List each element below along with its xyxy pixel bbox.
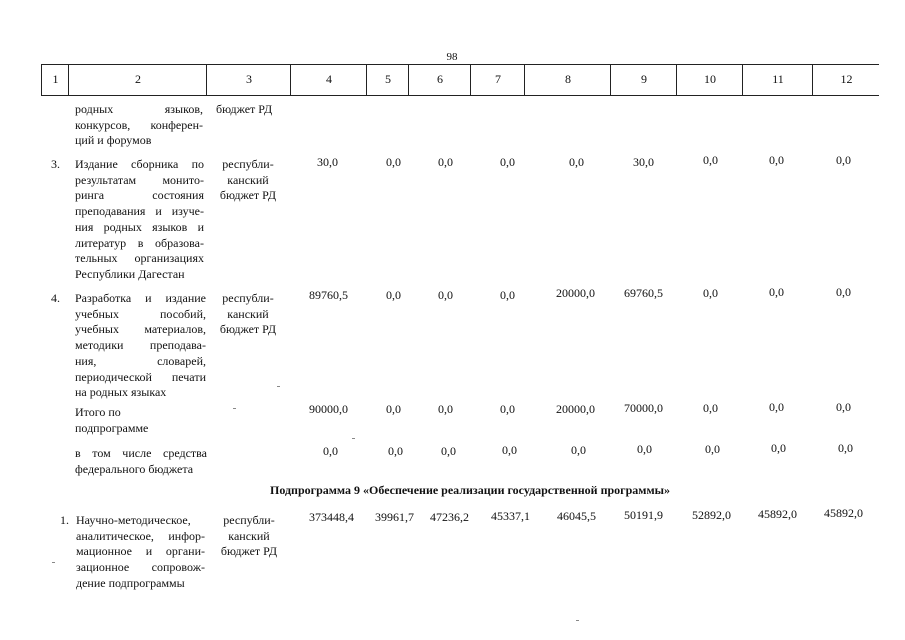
total-name-line: Итого по: [75, 405, 121, 419]
row3-name-line: тельных организациях: [75, 251, 204, 266]
sp9-row1-name-line: дение подпрограммы: [76, 575, 185, 590]
row4-name-line: учебных материалов,: [75, 322, 206, 337]
row3-source-line: канский: [227, 172, 269, 187]
scan-speck: [576, 620, 579, 621]
row4-name-line: на родных языках: [75, 385, 167, 400]
row4-value-col5: 0,0: [386, 288, 401, 302]
row4-name-line: ния, словарей,: [75, 353, 206, 368]
row3-index: 3.: [51, 157, 60, 171]
sp9-row1-name-line: мационное и органи-: [76, 544, 205, 559]
sp9-row1-value-col6: 47236,2: [430, 510, 469, 524]
header-col-2: 2: [68, 65, 207, 95]
sp9-row1-value-col7: 45337,1: [491, 509, 530, 523]
row3-value-col11: 0,0: [769, 153, 784, 167]
row3-value-col8: 0,0: [569, 155, 584, 169]
federal-value-col12: 0,0: [838, 441, 853, 455]
row3-value-col7: 0,0: [500, 155, 515, 169]
row3-value-col6: 0,0: [438, 155, 453, 169]
row4-index: 4.: [51, 291, 60, 305]
row0-name-line: конкурсов, конферен-: [75, 117, 203, 132]
header-col-6: 6: [408, 65, 471, 95]
row4-value-col8: 20000,0: [556, 286, 595, 300]
federal-value-col9: 0,0: [637, 442, 652, 456]
row4-value-col4: 89760,5: [309, 288, 348, 302]
header-col-7: 7: [470, 65, 525, 95]
header-col-1: 1: [41, 65, 69, 95]
header-col-5: 5: [366, 65, 409, 95]
sp9-row1-source-line: бюджет РД: [220, 544, 278, 559]
row0-source: [216, 102, 272, 118]
row4-value-col10: 0,0: [703, 286, 718, 300]
total-value-col9: 70000,0: [624, 401, 663, 415]
row3-name-line: преподавания и изуче-: [75, 204, 204, 219]
row3-name-line: Издание сборника по: [75, 157, 204, 171]
sp9-row1-name-line: зационное сопровож-: [76, 560, 205, 575]
row3-name: [75, 157, 204, 283]
row4-value-col11: 0,0: [769, 285, 784, 299]
sp9-row1-value-col10: 52892,0: [692, 508, 731, 522]
sp9-row1-value-col9: 50191,9: [624, 508, 663, 522]
row0-name-line: родных языков,: [75, 102, 203, 116]
sp9-row1-index: 1.: [60, 513, 69, 527]
row4-name: [75, 291, 206, 401]
total-value-col8: 20000,0: [556, 402, 595, 416]
total-value-col7: 0,0: [500, 402, 515, 416]
row0-source-line: бюджет РД: [216, 102, 273, 116]
row3-value-col12: 0,0: [836, 153, 851, 167]
total-value-col6: 0,0: [438, 402, 453, 416]
row3-source-line: республи-: [222, 157, 274, 171]
row4-value-col7: 0,0: [500, 288, 515, 302]
sp9-row1-value-col12: 45892,0: [824, 506, 863, 520]
row3-value-col5: 0,0: [386, 155, 401, 169]
scan-speck: [233, 408, 236, 409]
total-name: [75, 405, 203, 436]
sp9-row1-name: [76, 513, 205, 592]
row3-source: [216, 157, 280, 204]
scan-speck: [52, 562, 55, 563]
header-col-4: 4: [290, 65, 367, 95]
sp9-row1-value-col8: 46045,5: [557, 509, 596, 523]
row3-value-col10: 0,0: [703, 153, 718, 167]
row3-value-col9: 30,0: [633, 155, 654, 169]
federal-value-col11: 0,0: [771, 441, 786, 455]
sp9-row1-name-line: Научно-методическое,: [76, 513, 191, 527]
federal-value-col5: 0,0: [388, 444, 403, 458]
scan-speck: [352, 438, 355, 439]
row3-source-line: бюджет РД: [219, 188, 277, 203]
header-col-12: 12: [812, 65, 880, 95]
row4-name-line: Разработка и издание: [75, 291, 206, 305]
row3-value-col4: 30,0: [317, 155, 338, 169]
row4-name-line: периодической печати: [75, 369, 206, 384]
total-name-line: подпрограмме: [75, 420, 149, 435]
total-value-col12: 0,0: [836, 400, 851, 414]
federal-value-col4: 0,0: [323, 444, 338, 458]
sp9-row1-source-line: республи-: [223, 513, 275, 527]
row3-name-line: ния родных языков и: [75, 219, 204, 234]
total-value-col11: 0,0: [769, 400, 784, 414]
federal-value-col8: 0,0: [571, 443, 586, 457]
sp9-row1-value-col4: 373448,4: [309, 510, 354, 524]
row4-value-col12: 0,0: [836, 285, 851, 299]
total-value-col4: 90000,0: [309, 402, 348, 416]
federal-value-col10: 0,0: [705, 442, 720, 456]
federal-name-line: в том числе средства: [75, 446, 207, 460]
row4-name-line: учебных пособий,: [75, 306, 206, 321]
federal-value-col7: 0,0: [502, 443, 517, 457]
row3-name-line: литератур в образова-: [75, 235, 204, 250]
row4-value-col9: 69760,5: [624, 286, 663, 300]
total-value-col5: 0,0: [386, 402, 401, 416]
header-col-3: 3: [206, 65, 291, 95]
row3-name-line: Республики Дагестан: [75, 266, 185, 281]
federal-value-col6: 0,0: [441, 444, 456, 458]
header-col-8: 8: [524, 65, 611, 95]
header-col-9: 9: [610, 65, 677, 95]
sp9-row1-source: [217, 513, 281, 560]
row4-source-line: канский: [227, 306, 269, 321]
page-number: 98: [446, 51, 458, 63]
row4-source-line: бюджет РД: [219, 322, 277, 337]
table-header: [41, 64, 879, 96]
header-col-10: 10: [676, 65, 743, 95]
sp9-row1-source-line: канский: [228, 528, 270, 543]
row0-name-line: ций и форумов: [75, 133, 152, 148]
total-value-col10: 0,0: [703, 401, 718, 415]
row4-name-line: методики преподава-: [75, 338, 206, 353]
sp9-row1-name-line: аналитическое, инфор-: [76, 528, 205, 543]
federal-name: [75, 446, 207, 477]
header-col-11: 11: [742, 65, 813, 95]
federal-name-line: федерального бюджета: [75, 461, 194, 476]
subprogram-title: Подпрограмма 9 «Обеспечение реализации государственной программы»: [269, 483, 671, 497]
row0-name: [75, 102, 203, 149]
scan-speck: [277, 386, 280, 387]
row4-value-col6: 0,0: [438, 288, 453, 302]
row3-name-line: результатам монито-: [75, 172, 204, 187]
sp9-row1-value-col11: 45892,0: [758, 507, 797, 521]
sp9-row1-value-col5: 39961,7: [375, 510, 414, 524]
row3-name-line: ринга состояния: [75, 188, 204, 203]
row4-source: [216, 291, 280, 338]
row4-source-line: республи-: [222, 291, 274, 305]
